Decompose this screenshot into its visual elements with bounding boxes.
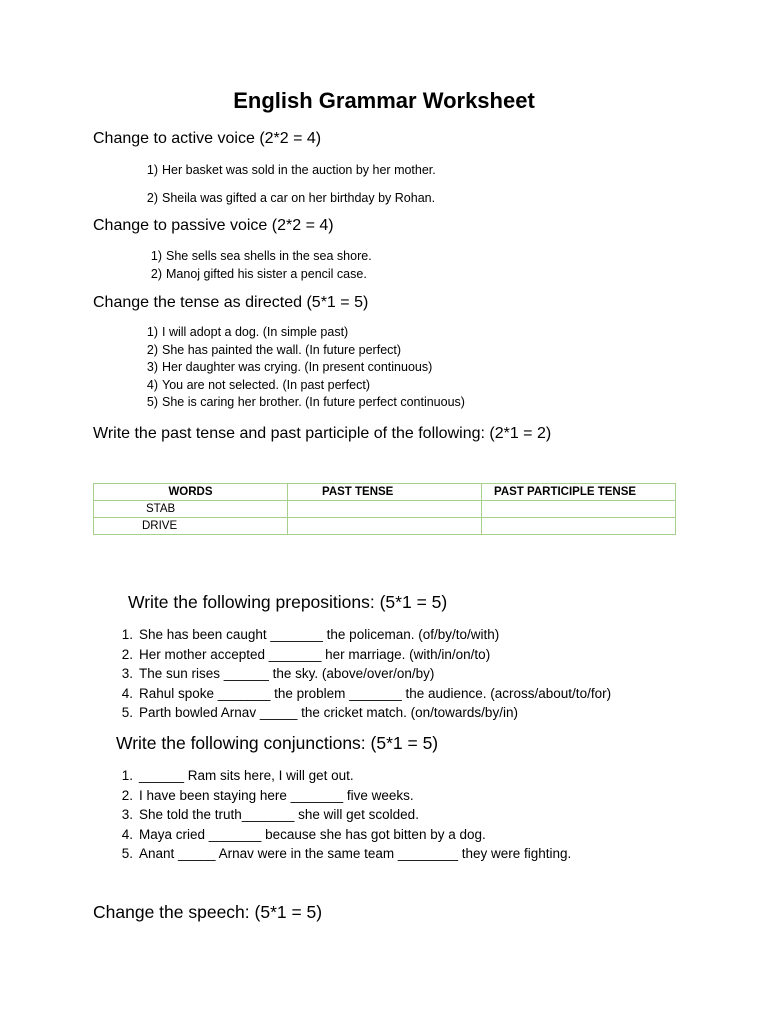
table-header-row — [94, 484, 676, 501]
list-item-text: She told the truth_______ she will get scolded. — [139, 807, 419, 822]
page-title: English Grammar Worksheet — [233, 88, 535, 113]
table-cell: STAB — [94, 501, 288, 518]
list-item-text: I have been staying here _______ five weeks. — [139, 787, 414, 803]
table-cell-answer[interactable] — [482, 518, 676, 535]
list-number: 2) — [146, 342, 158, 357]
list-item — [146, 189, 436, 207]
list-item — [121, 766, 571, 786]
list-number: 1. — [121, 768, 133, 783]
list-item-text: Parth bowled Arnav _____ the cricket match. (on/towards/by/in) — [139, 705, 518, 720]
list-number: 5) — [146, 395, 158, 409]
list-active-voice — [146, 161, 436, 207]
list-passive-voice — [150, 247, 372, 283]
list-item — [121, 625, 611, 645]
heading-change-speech: Change the speech: (5*1 = 5) — [93, 902, 323, 922]
list-item-text: I will adopt a dog. (In simple past) — [162, 325, 349, 339]
list-item-text: Anant _____ Arnav were in the same team ________ they were fighting. — [139, 846, 572, 861]
list-item — [146, 342, 465, 360]
table-cell: DRIVE — [94, 518, 288, 535]
list-item-text: Sheila was gifted a car on her birthday by Rohan. — [162, 191, 436, 205]
list-number: 2. — [121, 787, 133, 803]
column-header-past-participle: PAST PARTICIPLE TENSE — [482, 484, 676, 501]
list-item — [121, 664, 611, 684]
list-number: 2) — [150, 267, 162, 281]
heading-past-tense: Write the past tense and past participle of the following: (2*1 = 2) — [93, 425, 552, 442]
list-item — [121, 844, 572, 864]
list-item — [150, 247, 372, 265]
list-item-text: Manoj gifted his sister a pencil case. — [166, 267, 367, 281]
list-number: 2. — [121, 646, 133, 662]
list-number: 1) — [146, 325, 158, 339]
list-number: 5. — [121, 705, 133, 720]
list-number: 4. — [121, 685, 133, 701]
list-item — [146, 394, 465, 412]
list-number: 4. — [121, 826, 133, 842]
list-item-text: Her mother accepted _______ her marriage. (with/in/on/to) — [139, 646, 491, 662]
table-row — [94, 501, 676, 518]
list-item — [146, 359, 465, 377]
list-item-text: She has painted the wall. (In future perfect) — [162, 342, 402, 357]
list-number: 4) — [146, 377, 158, 392]
list-item-text: Her daughter was crying. (In present continuous) — [162, 360, 433, 374]
heading-change-tense: Change the tense as directed (5*1 = 5) — [93, 294, 369, 311]
table-cell-answer[interactable] — [288, 518, 482, 535]
list-item-text: The sun rises ______ the sky. (above/over/on/by) — [139, 666, 435, 681]
words-table — [93, 483, 676, 535]
column-header-past-tense: PAST TENSE — [288, 484, 482, 501]
list-item-text: ______ Ram sits here, I will get out. — [139, 768, 354, 783]
list-item — [150, 265, 372, 283]
list-item — [121, 703, 611, 723]
table-cell-answer[interactable] — [288, 501, 482, 518]
list-item-text: She has been caught _______ the policeman. (of/by/to/with) — [139, 627, 500, 642]
list-change-tense — [146, 324, 465, 412]
list-number: 3. — [121, 807, 133, 822]
list-conjunctions — [121, 766, 572, 864]
list-number: 5. — [121, 846, 133, 861]
heading-passive-voice: Change to passive voice (2*2 = 4) — [93, 217, 334, 234]
list-item-text: Her basket was sold in the auction by her mother. — [162, 163, 436, 177]
column-header-words: WORDS — [94, 484, 288, 501]
list-item — [121, 805, 571, 825]
list-number: 1) — [146, 163, 158, 177]
list-item — [146, 324, 465, 342]
heading-conjunctions: Write the following conjunctions: (5*1 = 5) — [116, 733, 439, 753]
list-item-text: She sells sea shells in the sea shore. — [166, 249, 372, 263]
table-row — [94, 518, 676, 535]
list-number: 1) — [150, 249, 162, 263]
list-item-text: Rahul spoke _______ the problem _______ the audience. (across/about/to/for) — [139, 685, 612, 701]
list-item — [146, 377, 465, 395]
list-item — [121, 645, 611, 665]
list-item-text: You are not selected. (In past perfect) — [162, 377, 370, 392]
list-number: 1. — [121, 627, 133, 642]
list-number: 3. — [121, 666, 133, 681]
table-cell-answer[interactable] — [482, 501, 676, 518]
list-item-text: She is caring her brother. (In future perfect continuous) — [162, 395, 465, 409]
list-item — [121, 786, 571, 806]
list-number: 3) — [146, 360, 158, 374]
list-item-text: Maya cried _______ because she has got bitten by a dog. — [139, 826, 486, 842]
heading-active-voice: Change to active voice (2*2 = 4) — [93, 130, 322, 147]
heading-prepositions: Write the following prepositions: (5*1 = 5) — [128, 592, 448, 612]
list-item — [121, 684, 612, 704]
list-item — [121, 825, 571, 845]
list-item — [146, 161, 436, 189]
list-number: 2) — [146, 191, 158, 205]
list-prepositions — [121, 625, 612, 723]
